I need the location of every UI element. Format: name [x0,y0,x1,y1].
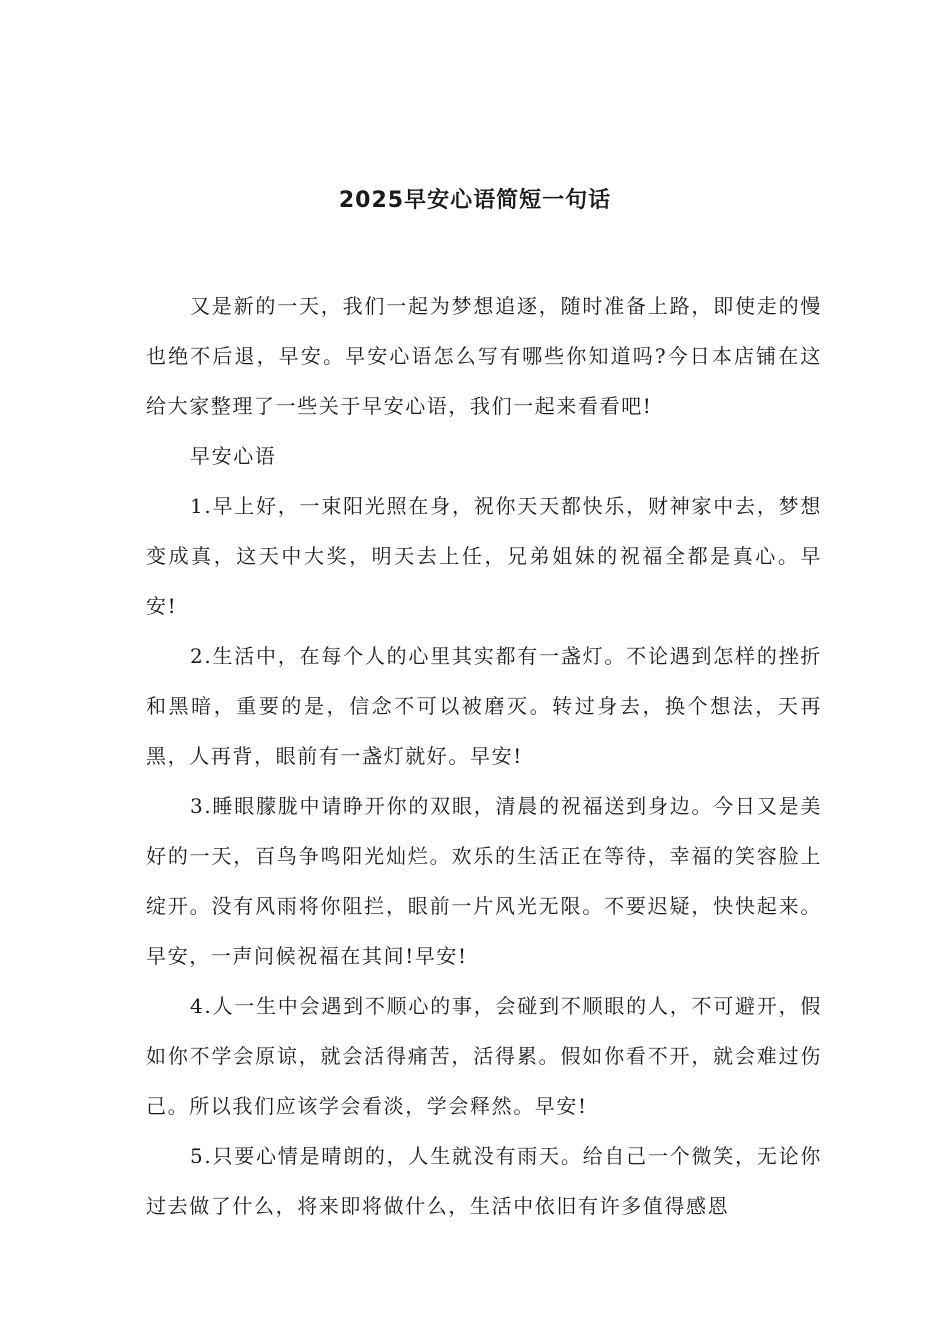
document-body [146,281,822,1231]
section-heading: 早安心语 [190,444,277,468]
list-item-2: 2.生活中，在每个人的心里其实都有一盏灯。不论遇到怎样的挫折和黑暗，重要的是，信念不可以被磨灭。转过身去，换个想法，天再黑，人再背，眼前有一盏灯就好。早安! [146,644,822,768]
intro-paragraph: 又是新的一天，我们一起为梦想追逐，随时准备上路，即使走的慢也绝不后退，早安。早安心语怎么写有哪些你知道吗?今日本店铺在这给大家整理了一些关于早安心语，我们一起来看看吧! [146,294,822,418]
list-item-3: 3.睡眼朦胧中请睁开你的双眼，清晨的祝福送到身边。今日又是美好的一天，百鸟争鸣阳光灿烂。欢乐的生活正在等待，幸福的笑容脸上绽开。没有风雨将你阻拦，眼前一片风光无限。不要迟疑，快快起来。早安，一声问候祝福在其间!早安! [146,794,822,968]
list-item-4: 4.人一生中会遇到不顺心的事，会碰到不顺眼的人，不可避开，假如你不学会原谅，就会活得痛苦，活得累。假如你看不开，就会难过伤己。所以我们应该学会看淡，学会释然。早安! [146,994,822,1118]
list-item-1: 1.早上好，一束阳光照在身，祝你天天都快乐，财神家中去，梦想变成真，这天中大奖，明天去上任，兄弟姐妹的祝福全都是真心。早安! [146,494,822,618]
list-item-5: 5.只要心情是晴朗的，人生就没有雨天。给自己一个微笑，无论你过去做了什么，将来即将做什么，生活中依旧有许多值得感恩 [146,1144,822,1218]
document-title: 2025早安心语简短一句话 [338,188,612,213]
